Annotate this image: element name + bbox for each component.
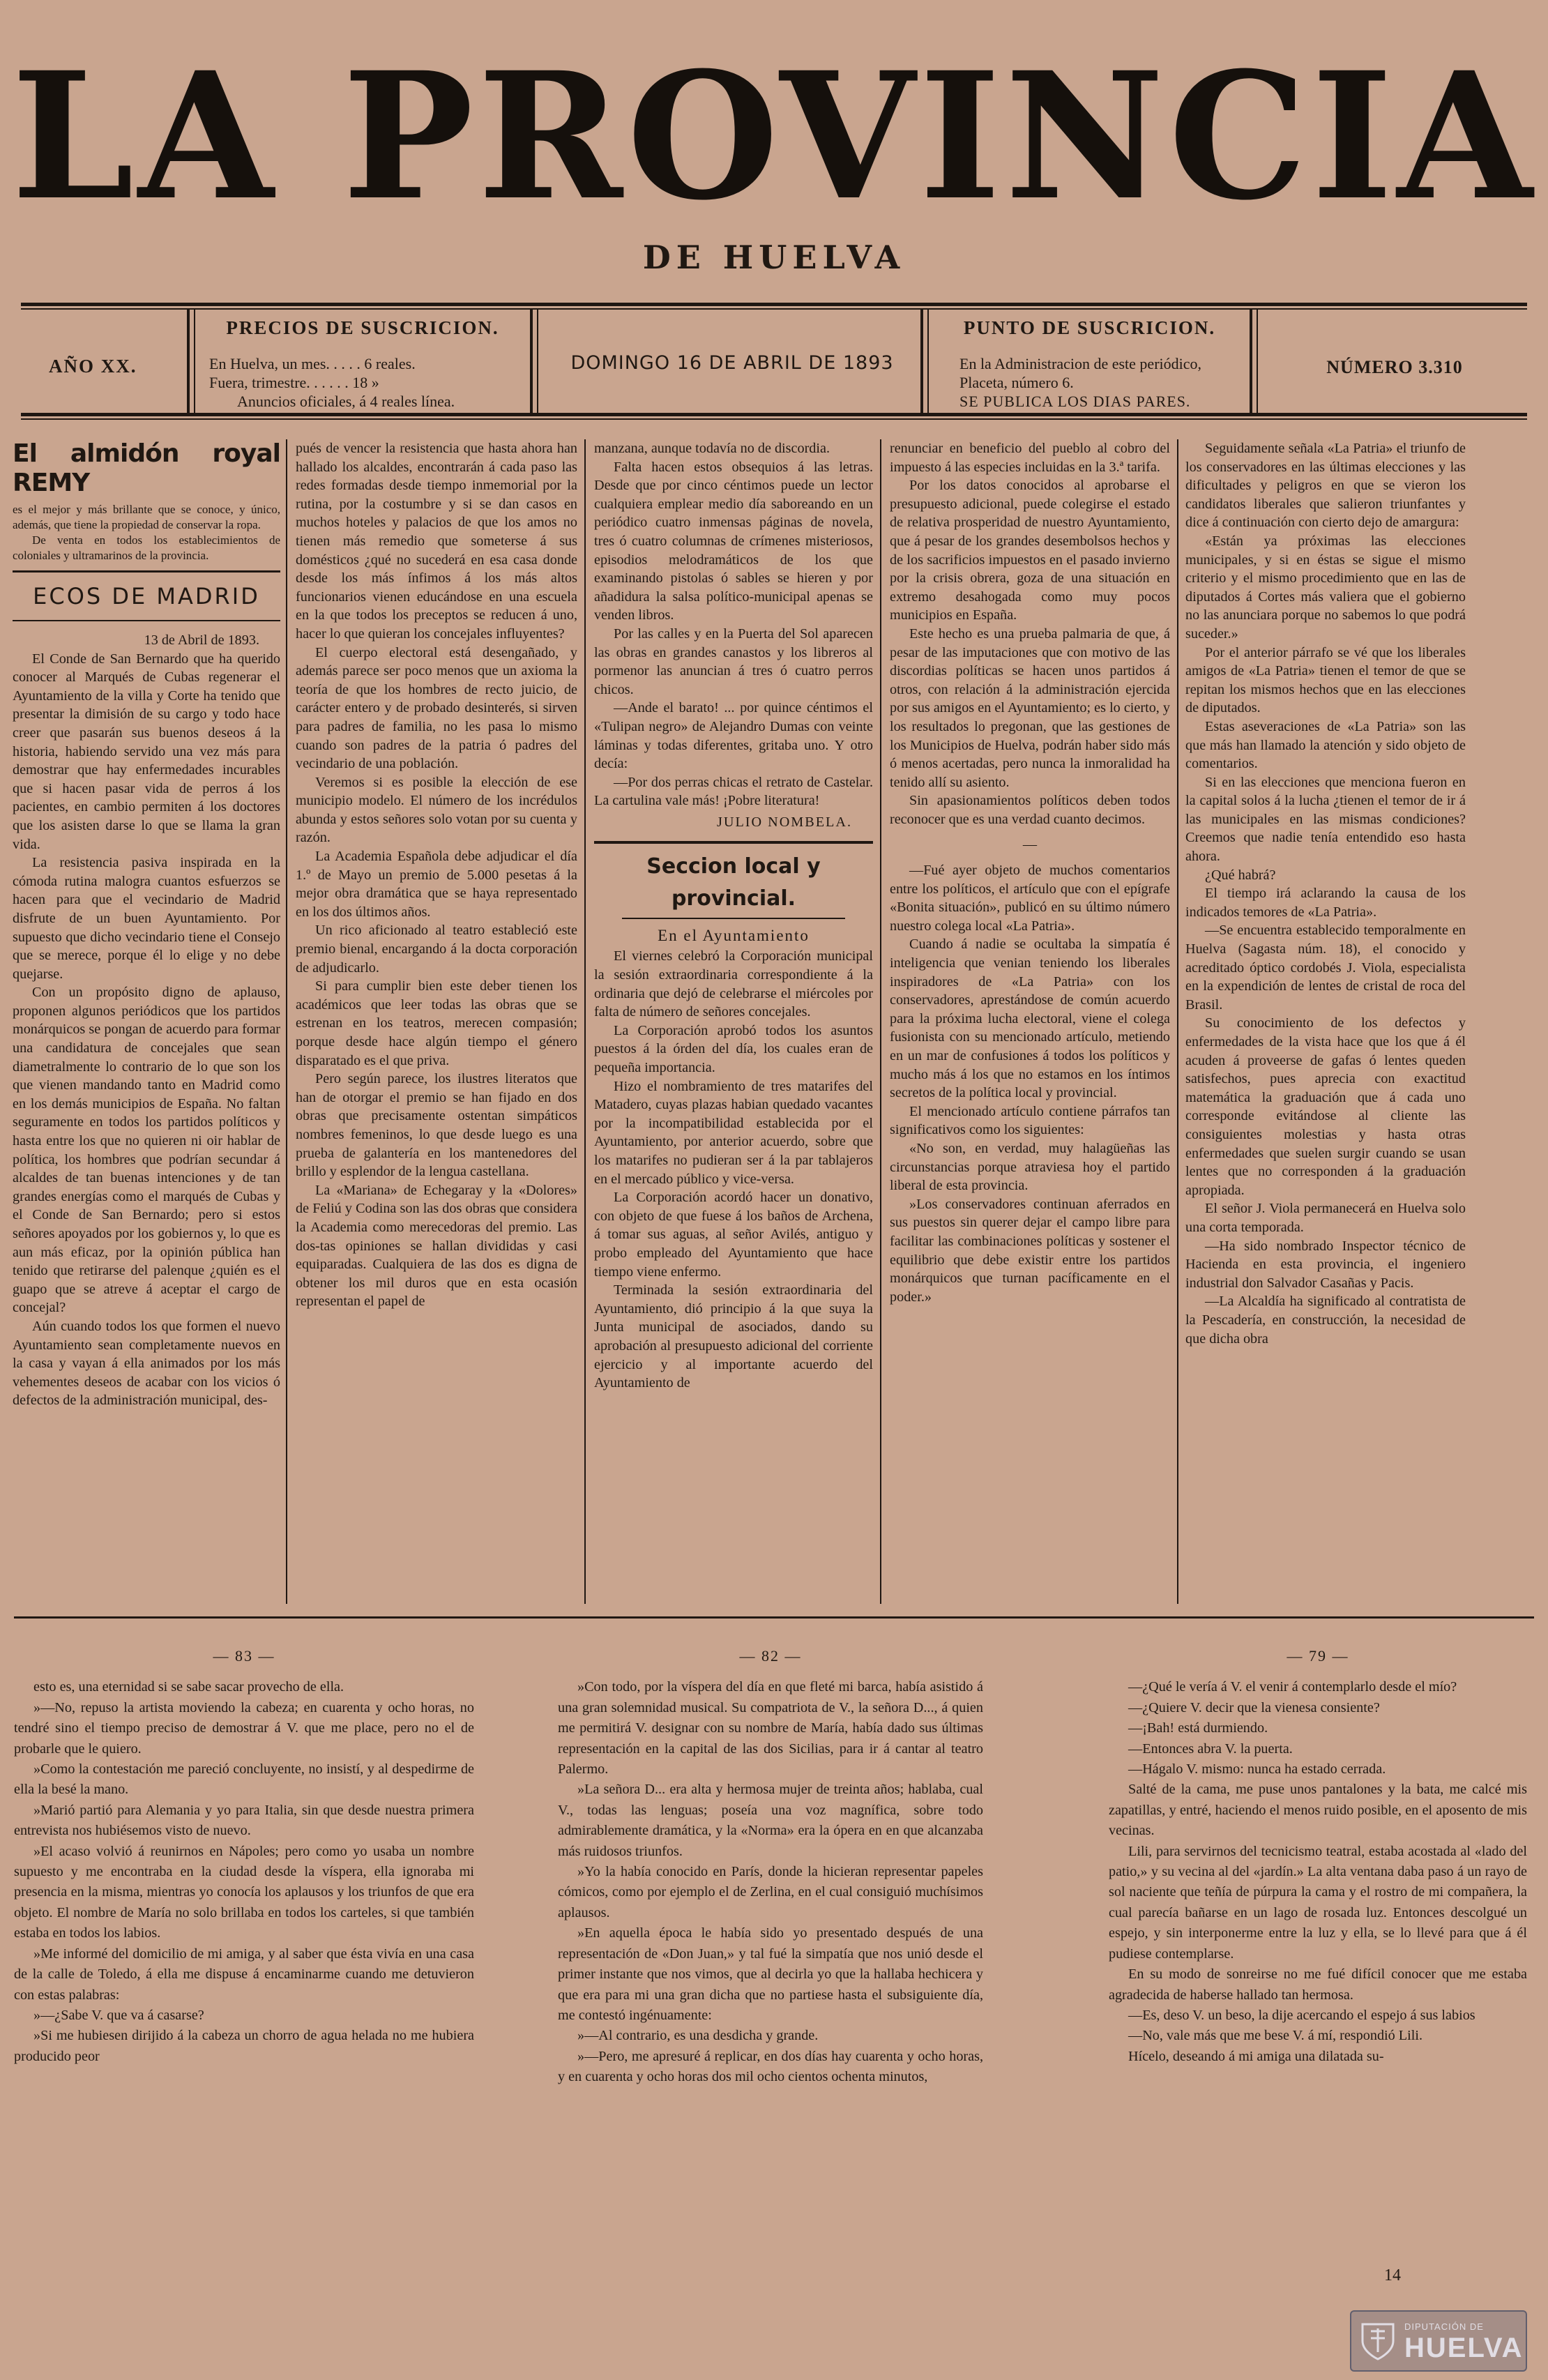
header-bottom-rule — [21, 413, 1527, 416]
paragraph: »—¿Sabe V. que va á casarse? — [33, 2007, 204, 2023]
subscription-point-line: En la Administracion de este periódico, — [959, 355, 1202, 372]
paragraph: »Yo la había conocido en París, donde la hicieran representar papeles cómicos, como por ejemplo el de Zerlina, en el cual consiguió muchísimos aplausos. — [558, 1864, 983, 1920]
paragraph: —Ha sido nombrado Inspector técnico de Hacienda en esta provincia, el ingeniero industrial don Salvador Casañas y Pacis. — [1185, 1238, 1466, 1291]
paragraph: Por el anterior párrafo se vé que los liberales amigos de «La Patria» tienen el temor de que se repitan los mismos hechos que en las elecciones de diputados. — [1185, 644, 1466, 716]
quote: «Están ya próximas las elecciones municipales, y si en éstas se sigue el mismo criterio y el mismo procedimiento que en las de diputados á Cortes más valiera que el gobierno no las anunciara porque no sabemos lo que podrá suceder.» — [1185, 533, 1466, 642]
column-4 — [890, 439, 1170, 1604]
paragraph: Aún cuando todos los que formen el nuevo Ayuntamiento sean completamente nuevos en la casa y vayan á ella animados por los más vehementes deseos de acabar con los vicios ó defectos de la administración municipal, des- — [13, 1318, 280, 1409]
paragraph: Su conocimiento de los defectos y enfermedades de la vista hace que los que á él acuden á proveerse de gafas ó lentes queden satisfechos, pues aprecia con exactitud matemática la graduación que á cada uno corresponde evitándose al cliente las consiguientes molestias y hasta otras enfermedades que suelen surgir cuando se usan lentes que no corresponden á la graduación apropiada. — [1185, 1015, 1466, 1198]
paragraph: —Por dos perras chicas el retrato de Castelar. La cartulina vale más! ¡Pobre literatura! — [594, 774, 873, 809]
column-rule — [584, 439, 586, 1604]
paragraph: »Me informé del domicilio de mi amiga, y al saber que ésta vivía en una casa de la calle de Toledo, á ella me dispuse á encaminarme cuando me detuvieron con estas palabras: — [14, 1946, 474, 2003]
paragraph: —Ande el barato! ... por quince céntimos el «Tulipan negro» de Alejandro Dumas con veinte láminas y todas diferentes, gritaba uno. Y otro decía: — [594, 700, 873, 772]
paragraph: La Academia Española debe adjudicar el día 1.º de Mayo un premio de 5.000 pesetas á la mejor obra dramática que se haya representado en los dos últimos años. — [296, 849, 577, 920]
paragraph: El cuerpo electoral está desengañado, y además parece ser poco menos que un axioma la teoría de que los hombres de recto juicio, de carácter entero y de probado desinterés, si sirven para padres de familia, no les pasa lo mismo cuando son padres de la patria ó padres del vecindario de una población. — [296, 644, 577, 772]
paragraph: »Marió partió para Alemania y yo para Italia, sin que desde nuestra primera entrevista nos hubiésemos visto de nuevo. — [14, 1802, 474, 1839]
paragraph: —Entonces abra V. la puerta. — [1128, 1741, 1293, 1757]
paragraph: Estas aseveraciones de «La Patria» son las que más han llamado la atención y sido objeto de comentarios. — [1185, 718, 1466, 772]
header-divider — [187, 310, 190, 413]
section-title-local: Seccion local y provincial. — [646, 854, 821, 911]
separator — [13, 570, 280, 573]
paragraph: El tiempo irá aclarando la causa de los indicados temores de «La Patria». — [1185, 886, 1466, 920]
paragraph: »La señora D... era alta y hermosa mujer de treinta años; hablaba, cual V., todas las lenguas; poseía una voz magnífica, sobre todo admirablemente dramática, y la «Norma» era la ópera en en que alcanzaba más ruidosos triunfos. — [558, 1782, 983, 1859]
column-1 — [13, 439, 280, 1604]
subscription-point — [934, 317, 1245, 411]
paragraph: Si para cumplir bien este deber tienen los académicos que leer todas las obras que se estrenan en los teatros, merecen compasión; porque desde hace algún tiempo el género disparatado es el que priva. — [296, 978, 577, 1068]
paragraph: —¿Qué le vería á V. el venir á contemplarlo desde el mío? — [1128, 1679, 1457, 1695]
separator — [13, 620, 280, 621]
subscription-point-line: Placeta, número 6. — [959, 374, 1074, 391]
paragraph: Seguidamente señala «La Patria» el triunfo de los conservadores en las últimas elecciones y las dificultades y peligros en que se vieron los candidatos liberales que salieron triunfantes y dice á continuación con cierto dejo de amargura: — [1185, 441, 1466, 531]
header-bottom-rule-thin — [21, 418, 1527, 420]
paragraph: —La Alcaldía ha significado al contratista de la Pescadería, en construcción, la necesidad de que dicha obra — [1185, 1294, 1466, 1347]
header-divider — [920, 310, 923, 413]
paragraph: El Conde de San Bernardo que ha querido conocer al Marqués de Cubas regenerar el Ayuntamiento de la villa y Corte ha tenido que presentar la dimisión de su cargo y todo hace creer que pasarán sus buenos deseos á la historia, habiendo servido una vez más para demostrar que hay enfermedades incurables que si hacen pasar vida de perros á los pacientes, en cambio permiten á los doctores que los asisten darse lo que se llama la gran vida. — [13, 651, 280, 852]
subscription-line: Fuera, trimestre. . . . . . 18 » — [209, 374, 379, 391]
watermark-line-1: DIPUTACIÓN DE — [1404, 2321, 1484, 2332]
paragraph: La resistencia pasiva inspirada en la cómoda rutina malogra cuantos esfuerzos se hacen para que el vecindario de Madrid disfrute de un buen Ayuntamiento. Por supuesto que dicho vecindario tiene el Consejo que se merece, porque él lo elige y no debe quejarse. — [13, 855, 280, 982]
column-2 — [296, 439, 577, 1604]
column-5 — [1185, 439, 1466, 1604]
paragraph: Si en las elecciones que menciona fueron en la capital solos á la lucha ¿tienen el temor de ir á las municipales en las mismas condiciones? Creemos que nadie tenía entendido eso hasta ahora. — [1185, 774, 1466, 865]
paragraph: »En aquella época le había sido yo presentado después de una representación de «Don Juan,» y tal fué la simpatía que nos unió desde el primer instante que nos vimos, que al decirla yo que la hallaba hechicera y que era para mi una gran dicha que no partiese hasta el subsiguiente día, me contestó ingénuamente: — [558, 1925, 983, 2023]
separator-dash: — — [1022, 837, 1038, 853]
feuilleton-page-number: — 83 — — [213, 1647, 275, 1665]
paragraph: Sin apasionamientos políticos deben todos reconocer que es una verdad cuanto decimos. — [890, 793, 1170, 827]
paragraph: La Corporación aprobó todos los asuntos puestos á la órden del día, los cuales eran de pequeña importancia. — [594, 1022, 873, 1076]
paragraph: »Como la contestación me pareció concluyente, no insistí, y al despedirme de ella la besé la mano. — [14, 1761, 474, 1798]
quote: »Los conservadores continuan aferrados en sus puestos sin querer dejar el campo libre para facilitar las combinaciones políticas y sostener el equilibrio que debe existir entre los partidos monárquicos que turnan pacíficamente en el poder.» — [890, 1196, 1170, 1305]
paragraph: »—Pero, me apresuré á replicar, en dos días hay cuarenta y ocho horas, y en cuarenta y ocho horas dos mil ocho cientos ochenta minutos, — [558, 2048, 983, 2085]
paragraph: Lili, para servirnos del tecnicismo teatral, estaba acostada al «lado del patio,» y su vecina al del «jardín.» La alta ventana daba paso á un rayo de sol naciente que teñía de púrpura la cama y el rostro de mi compañera, la cual parecía bañarse en un lago de rosada luz. Entonces descolgué un espejo, y sin interponerme entre la luz y ella, se lo llevé para que á él pudiese contemplarse. — [1109, 1843, 1527, 1962]
paragraph: Hícelo, deseando á mi amiga una dilatada su- — [1128, 2048, 1384, 2064]
paragraph: »—Al contrario, es una desdicha y grande. — [577, 2028, 819, 2044]
year-label: AÑO XX. — [49, 356, 137, 377]
header-divider — [1250, 310, 1252, 413]
publish-days: SE PUBLICA LOS DIAS PARES. — [959, 393, 1191, 410]
header-divider — [927, 310, 929, 413]
paragraph: Un rico aficionado al teatro estableció este premio bienal, encargando á la docta corporación de adjudicarlo. — [296, 923, 577, 976]
paragraph: El señor J. Viola permanecerá en Huelva solo una corta temporada. — [1185, 1201, 1466, 1235]
feuilleton-left — [14, 1647, 474, 2294]
subscription-prices — [202, 317, 523, 411]
paragraph: Veremos si es posible la elección de ese municipio modelo. El número de los incrédulos abunda y estos señores solo votan por su cuenta y razón. — [296, 774, 577, 846]
subscription-title: PRECIOS DE SUSCRICION. — [226, 317, 499, 338]
feuilleton-middle — [558, 1647, 983, 2294]
signature: JULIO NOMBELA. — [717, 814, 852, 830]
column-rule — [880, 439, 881, 1604]
paragraph: El mencionado artículo contiene párrafos tan significativos como los siguientes: — [890, 1103, 1170, 1138]
column-rule — [1177, 439, 1178, 1604]
paragraph: esto es, una eternidad si se sabe sacar provecho de ella. — [33, 1679, 344, 1695]
dateline: 13 de Abril de 1893. — [144, 632, 259, 648]
paragraph: —Fué ayer objeto de muchos comentarios entre los políticos, el artículo que con el epígrafe «Bonita situación», publicó en su último número nuestro colega local «La Patria». — [890, 863, 1170, 934]
paragraph: renunciar en beneficio del pueblo al cobro del impuesto á las especies incluidas en la 3.ª tarifa. — [890, 441, 1170, 475]
paragraph: —No, vale más que me bese V. á mí, respondió Lili. — [1128, 2028, 1422, 2044]
feuilleton-page-number: — 82 — — [739, 1647, 802, 1665]
subscription-point-title: PUNTO DE SUSCRICION. — [963, 317, 1216, 338]
header-top-rule — [21, 303, 1527, 306]
paragraph: —¿Quiere V. decir que la vienesa consiente? — [1128, 1699, 1380, 1715]
paragraph: pués de vencer la resistencia que hasta ahora han hallado los alcaldes, encontrarán á cada paso las redes formadas desde tiempo inmemorial por la rutina, por la costumbre y si se dan casos en muchos hoteles y palacios de que los amos no tienen más remedio que someterse á sus domésticos ¿qué no sucederá en esa casa donde desde los más ínfimos á los más altos funcionarios vienen educándose en una escuela en la que todos los preceptos se reducen á uno, hacer lo que quieran los concejales influyentes? — [296, 441, 577, 642]
issue-date: DOMINGO 16 DE ABRIL DE 1893 — [570, 352, 894, 374]
header-divider — [530, 310, 533, 413]
paragraph: El viernes celebró la Corporación municipal la sesión extraordinaria correspondiente á la ordinaria que dejó de celebrarse el miércoles por falta de número de señores concejales. — [594, 948, 873, 1020]
paragraph: —Hágalo V. mismo: nunca ha estado cerrada. — [1128, 1761, 1386, 1778]
ad-text: es el mejor y más brillante que se conoce, y único, además, que tiene la propiedad de conservar la ropa. — [13, 503, 280, 531]
paragraph: »—No, repuso la artista moviendo la cabeza; en cuarenta y ocho horas, no tendré sino el tiempo preciso de demostrar á V. que me place, pero no el de probarle que le quiero. — [14, 1699, 474, 1757]
paragraph: —Se encuentra establecido temporalmente en Huelva (Sagasta núm. 18), el conocido y acreditado óptico cordobés J. Viola, especialista en la expendición de lentes de cristal de roca del Brasil. — [1185, 923, 1466, 1013]
paragraph: Falta hacen estos obsequios á las letras. Desde que por cinco céntimos puede un lector cualquiera emplear medio día saboreando en un periódico cuatro inmensas páginas de novela, tres ó cuatro columnas de crímenes misteriosos, episodios melodramáticos de los que examinando pistolas ó sables se hieren y por añadidura la salsa político-municipal apenas se venden libros. — [594, 459, 873, 623]
header-top-rule-thin — [21, 308, 1527, 310]
paragraph: La Corporación acordó hacer un donativo, con objeto de que fuese á los baños de Archena, á tomar sus aguas, al señor Avilés, antiguo y probo empleado del Ayuntamiento que hace tiempo viene enfermo. — [594, 1190, 873, 1280]
subscription-line: Anuncios oficiales, á 4 reales línea. — [237, 393, 455, 410]
paragraph: »El acaso volvió á reunirnos en Nápoles; pero como yo usaba un nombre supuesto y me encontraba en la ciudad desde la víspera, ella ignoraba mi presencia en la misma, mientras yo conocía los aplausos y los triunfos de que era objeto. El nombre de María no solo brillaba en todos los carteles, si que también estaba en todos los labios. — [14, 1843, 474, 1941]
ad-title: El almidón royal REMY — [13, 439, 280, 497]
column-3 — [594, 439, 873, 1604]
paragraph: —¡Bah! está durmiendo. — [1128, 1720, 1268, 1736]
paragraph: Cuando á nadie se ocultaba la simpatía é inteligencia que venian teniendo los liberales inspiradores de «La Patria» con los conservadores, aprestándose de común acuerdo para la próxima lucha electoral, viene el colega fusionista con su mencionado artículo, metiendo en un mar de confusiones á todos los políticos y mucho más á los que no estamos en los íntimos secretos de la política local y provincial. — [890, 937, 1170, 1101]
separator — [594, 841, 873, 844]
watermark-line-2: HUELVA — [1404, 2333, 1524, 2363]
paragraph: Por los datos conocidos al aprobarse el presupuesto adicional, puede colegirse el estado de relativa prosperidad de nuestro Ayuntamiento, que á pesar de los grandes desembolsos hechos y de los sacrificios impuestos en el pasado invierno por la crisis obrera, goza de una situación en extremo desahogada como muy pocos municipios en España. — [890, 478, 1170, 623]
paragraph: »Con todo, por la víspera del día en que fleté mi barca, había asistido á una gran solemnidad musical. Su compatriota de V., la señora D..., á quien me permitirá V. designar con su nombre de María, había dado sus últimas representación en la capital de las dos Sicilias, para ir á cantar al teatro Palermo. — [558, 1679, 983, 1778]
paragraph: Salté de la cama, me puse unos pantalones y la bata, me calcé mis zapatillas, y entré, haciendo el menos ruido posible, en el aposento de mis vecinas. — [1109, 1782, 1527, 1839]
paragraph: ¿Qué habrá? — [1205, 867, 1276, 883]
paragraph: Hizo el nombramiento de tres matarifes del Matadero, cuyas plazas habian quedado vacantes por la incompatibilidad establecida por el Ayuntamiento, por anterior acuerdo, sobre que los matarifes no pudieran ser á la par tablajeros en el mercado público y vice-versa. — [594, 1078, 873, 1187]
feuilleton-right — [1109, 1647, 1527, 2294]
feuilleton-page-number: — 79 — — [1287, 1647, 1349, 1665]
header-divider — [1257, 310, 1258, 413]
header-divider — [194, 310, 195, 413]
paragraph: manzana, aunque todavía no de discordia. — [594, 441, 830, 456]
coat-of-arms-icon — [1358, 2320, 1397, 2362]
quote: «No son, en verdad, muy halagüeñas las circunstancias porque atraviesa hoy el partido liberal de esta provincia. — [890, 1140, 1170, 1194]
sheet-number: 14 — [1384, 2266, 1401, 2284]
paragraph: Por las calles y en la Puerta del Sol aparecen las obras en grandes canastos y los libreros al pormenor las anuncian á tres ó cuatro perros chicos. — [594, 626, 873, 697]
ad-text: De venta en todos los establecimientos de coloniales y ultramarinos de la provincia. — [13, 533, 280, 562]
masthead-subtitle: DE HUELVA — [642, 238, 906, 276]
paragraph: Terminada la sesión extraordinaria del Ayuntamiento, dió principio á la que suya la Junta municipal de asociados, dando su aprobación al presupuesto adicional del corriente ejercicio y al importante acuerdo del Ayuntamiento de — [594, 1282, 873, 1391]
separator — [622, 918, 845, 919]
column-rule — [286, 439, 287, 1604]
paragraph: Pero según parece, los ilustres literatos que han de otorgar el premio se han fijado en dos obras que precisamente ostentan simpáticos nombres femeninos, lo que desde luego es una prueba de galantería en los mantenedores del brillo y esplendor de la lengua castellana. — [296, 1071, 577, 1180]
archive-watermark — [1350, 2310, 1527, 2372]
subsection-title: En el Ayuntamiento — [658, 927, 810, 945]
paragraph: La «Mariana» de Echegaray y la «Dolores» de Feliú y Codina son las dos obras que considera la Academia como merecedoras del premio. Las dos-tas opiniones se hallan divididas y casi equiparadas. Cualquiera de las dos es digna de obtener los mil duros que en esta ocasión representan el papel de — [296, 1182, 577, 1310]
header-divider — [537, 310, 538, 413]
section-title-ecos: ECOS DE MADRID — [33, 583, 260, 609]
paragraph: En su modo de sonreirse no me fué difícil conocer que me estaba agradecida de haberse hallado tan hermosa. — [1109, 1966, 1527, 2003]
paragraph: Este hecho es una prueba palmaria de que, á pesar de las imputaciones que con motivo de las discordias políticas se hacen unos partidos á otros, con relación á la administración ejercida por sus amigos en el Ayuntamiento; es lo cierto, y los resultados lo pregonan, que las gestiones de los Municipios de Huelva, podrán haber sido más ó menos acertadas, pero nunca la inmoralidad ha tenido allí su asiento. — [890, 626, 1170, 790]
paragraph: »Si me hubiesen dirijido á la cabeza un chorro de agua helada no me hubiera producido peor — [14, 2028, 474, 2064]
subscription-line: En Huelva, un mes. . . . . 6 reales. — [209, 355, 416, 372]
paragraph: Con un propósito digno de aplauso, proponen algunos periódicos que los partidos monárquicos se pongan de acuerdo para formar una candidatura de concejales que sean diametralmente lo contrario de lo que son los que vienen mandando tanto en Madrid como en los demás municipios de España. No faltan seguramente en todos los partidos políticos y hasta entre los que no quieren ni oir hablar de política, los hombres que podrían secundar á alcaldes de tan buenas intenciones y de tan grandes energías como el marqués de Cubas y el Conde de San Bernardo; pero si estos señores apoyados por los gobiernos y, lo que es aun más eficaz, por la opinión pública han tenido que retirarse del palenque ¿quién es el guapo que se atreve á aceptar el cargo de concejal? — [13, 985, 280, 1316]
feuilleton-rule — [14, 1616, 1534, 1619]
paragraph: —Es, deso V. un beso, la dije acercando el espejo á sus labios — [1128, 2007, 1475, 2023]
issue-number: NÚMERO 3.310 — [1326, 357, 1463, 377]
masthead-title: LA PROVINCIA — [11, 33, 1537, 238]
